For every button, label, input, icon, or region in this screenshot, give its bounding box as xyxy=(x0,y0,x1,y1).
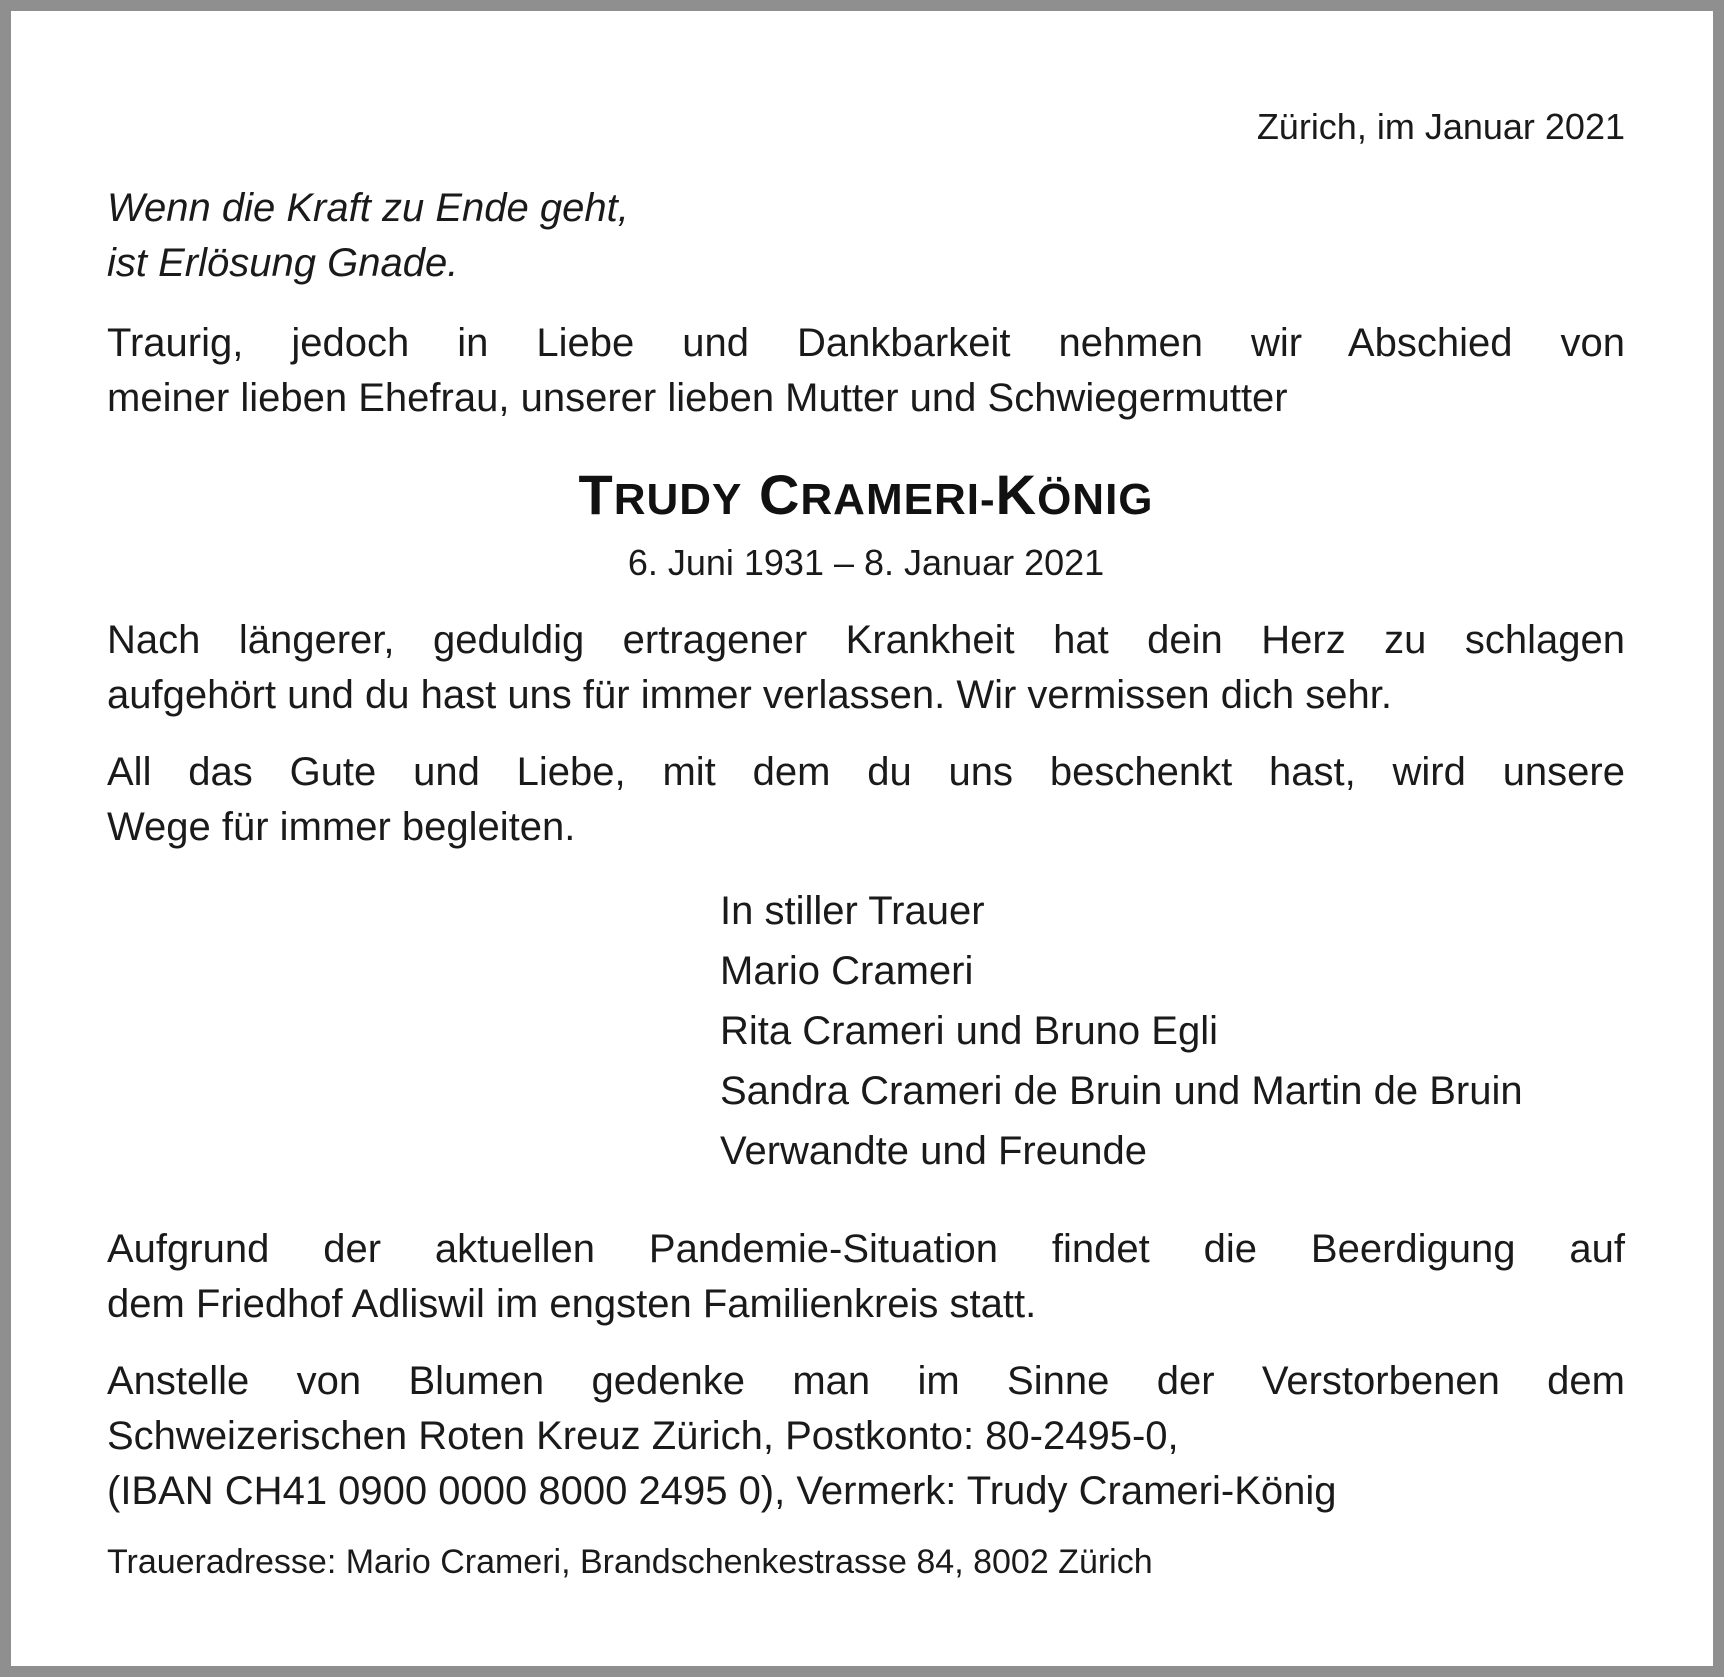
paragraph-line: dem Friedhof Adliswil im engsten Familienkreis statt. xyxy=(107,1282,1037,1326)
obituary-page xyxy=(11,11,1713,1666)
mourners-heading: In stiller Trauer xyxy=(720,889,985,933)
paragraph-line: Anstelle von Blumen gedenke man im Sinne der Verstorbenen dem xyxy=(107,1359,1625,1403)
paragraph-line: Wege für immer begleiten. xyxy=(107,805,576,849)
intro-paragraph xyxy=(107,316,1625,426)
place-date: Zürich, im Januar 2021 xyxy=(1256,106,1625,147)
intro-line: meiner lieben Ehefrau, unserer lieben Mutter und Schwiegermutter xyxy=(107,376,1288,420)
paragraph-line: Schweizerischen Roten Kreuz Zürich, Postkonto: 80-2495-0, xyxy=(107,1414,1179,1458)
paragraph-line: Nach längerer, geduldig ertragener Krankheit hat dein Herz zu schlagen xyxy=(107,618,1625,662)
quote-line: ist Erlösung Gnade. xyxy=(107,241,459,285)
intro-line: Traurig, jedoch in Liebe und Dankbarkeit nehmen wir Abschied von xyxy=(107,321,1625,365)
name-smallcaps: RAMERI- xyxy=(800,475,996,524)
name-initial: K xyxy=(995,463,1038,526)
name-smallcaps: ÖNIG xyxy=(1037,475,1154,524)
mourners-block xyxy=(720,881,1523,1181)
mourner-name: Rita Crameri und Bruno Egli xyxy=(720,1009,1218,1053)
paragraph-line: Aufgrund der aktuellen Pandemie-Situation findet die Beerdigung auf xyxy=(107,1227,1625,1271)
life-dates: 6. Juni 1931 – 8. Januar 2021 xyxy=(627,542,1105,583)
name-smallcaps: RUDY xyxy=(613,475,743,524)
memory-paragraph xyxy=(107,745,1625,855)
mourner-name: Verwandte und Freunde xyxy=(720,1129,1147,1173)
paragraph-line: (IBAN CH41 0900 0000 8000 2495 0), Vermerk: Trudy Crameri-König xyxy=(107,1469,1337,1513)
donation-paragraph xyxy=(107,1354,1625,1519)
mourner-name: Mario Crameri xyxy=(720,949,974,993)
quote xyxy=(107,181,629,291)
paragraph-line: aufgehört und du hast uns für immer verlassen. Wir vermissen dich sehr. xyxy=(107,673,1392,717)
name-initial: T xyxy=(578,463,614,526)
illness-paragraph xyxy=(107,613,1625,723)
deceased-name xyxy=(107,463,1625,532)
mourner-name: Sandra Crameri de Bruin und Martin de Bruin xyxy=(720,1069,1523,1113)
quote-line: Wenn die Kraft zu Ende geht, xyxy=(107,186,629,230)
paragraph-line: All das Gute und Liebe, mit dem du uns beschenkt hast, wird unsere xyxy=(107,750,1625,794)
funeral-paragraph xyxy=(107,1222,1625,1332)
name-initial: C xyxy=(758,463,801,526)
mourning-address: Traueradresse: Mario Crameri, Brandschenkestrasse 84, 8002 Zürich xyxy=(107,1543,1153,1581)
